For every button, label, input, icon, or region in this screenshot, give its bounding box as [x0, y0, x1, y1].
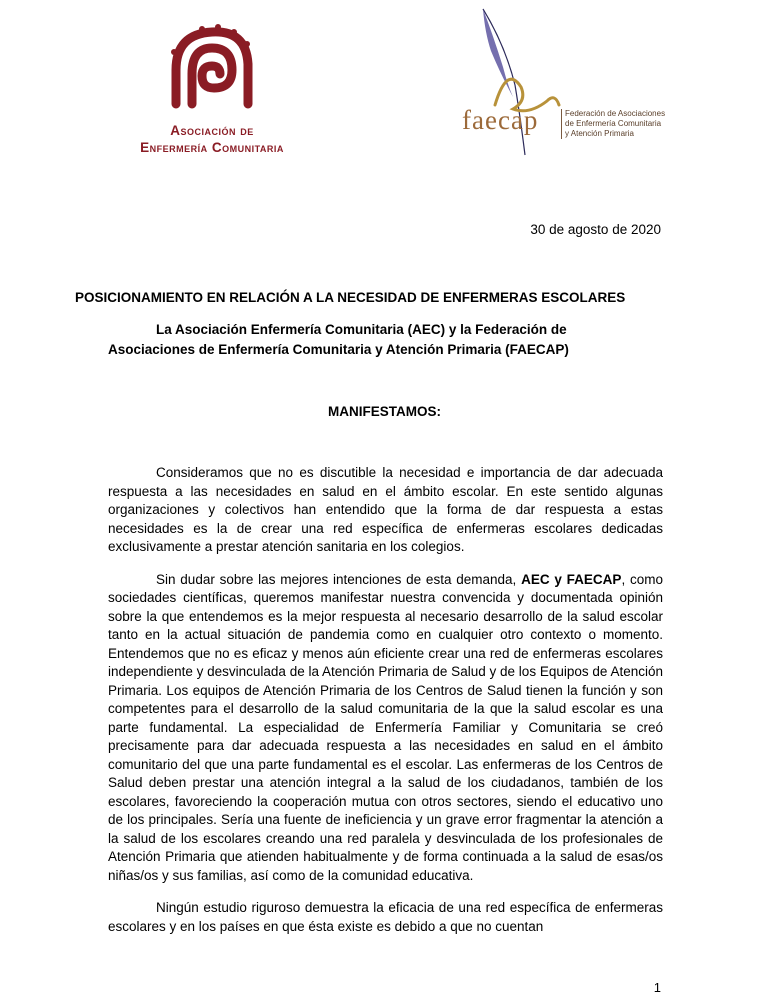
paragraph-2-rest: , como sociedades científicas, queremos manifestar nuestra convencida y documentada opinión sobre la que entendemos es la mejor respuesta al necesario desarrollo de la salud escolar tanto en la actual situación de pandemia como en cualquier otro contexto o momento. Entendemos que no es eficaz y menos aún eficiente crear una red de enfermeras escolares independiente y desvinculada de la Atención Primaria de Salud y de los Equipos de Atención Primaria. Los equipos de Atención Primaria de los Centros de Salud tienen la función y son competentes para el desarrollo de la salud comunitaria de la que la salud escolar es una parte fundamental. La especialidad de Enfermería Familiar y Comunitaria se creó precisamente para dar adecuada respuesta a las necesidades en salud en el ámbito comunitario del que una parte fundamental es el escolar. Las enfermeras de los Centros de Salud deben prestar una atención integral a la salud de los ciudadanos, también de los escolares, favoreciendo la cooperación mutua con otros sectores, siendo el educativo uno de los principales. Sería una fuente de ineficiencia y un grave error fragmentar la atención a la salud de los escolares creando una red paralela y desvinculada de los profesionales de Atención Primaria que atienden habitualmente y de forma continuada a la salud de esas/os niñas/os y sus familias, así como de la comunidad educativa. — [108, 571, 663, 883]
aec-logo-line1: Asociación de — [170, 123, 254, 138]
document-body — [108, 464, 663, 950]
faecap-subtitle — [561, 109, 685, 139]
subtitle-line2: Asociaciones de Enfermería Comunitaria y Atención Primaria (FAECAP) — [108, 342, 569, 357]
document-date: 30 de agosto de 2020 — [530, 222, 661, 237]
document-subtitle — [108, 320, 668, 360]
quill-icon — [455, 5, 565, 165]
paragraph-3: Ningún estudio riguroso demuestra la eficacia de una red específica de enfermeras escolares y en los países en que ésta existe es debido a que no cuentan — [108, 900, 663, 934]
aec-logo-line2: Enfermería Comunitaria — [140, 140, 284, 155]
document-title: POSICIONAMIENTO EN RELACIÓN A LA NECESIDAD DE ENFERMERAS ESCOLARES — [75, 290, 626, 305]
faecap-sub-line3: y Atención Primaria — [565, 129, 634, 138]
faecap-logo — [455, 5, 685, 165]
faecap-wordmark: faecap — [462, 105, 539, 135]
subtitle-line1: La Asociación Enfermería Comunitaria (AEC) y la Federación de — [156, 322, 567, 337]
paragraph-2-start: Sin dudar sobre las mejores intenciones de esta demanda, — [156, 571, 522, 587]
paragraph-2-bold: AEC y FAECAP — [521, 571, 622, 587]
section-heading: MANIFESTAMOS: — [328, 404, 441, 419]
paragraph-2 — [108, 571, 663, 886]
faecap-sub-line1: Federación de Asociaciones — [565, 109, 666, 118]
aec-logo — [112, 22, 312, 155]
aec-logo-text — [112, 122, 312, 156]
page-number: 1 — [653, 980, 661, 995]
faecap-sub-line2: de Enfermería Comunitaria — [565, 119, 662, 128]
aec-spiral-icon — [162, 22, 262, 112]
paragraph-1: Consideramos que no es discutible la necesidad e importancia de dar adecuada respuesta a las necesidades en salud en el ámbito escolar. En este sentido algunas organizaciones y colectivos han entendido que la forma de dar respuesta a estas necesidades es la de crear una red específica de enfermeras escolares dedicadas exclusivamente a prestar atención sanitaria en los colegios. — [108, 465, 663, 554]
